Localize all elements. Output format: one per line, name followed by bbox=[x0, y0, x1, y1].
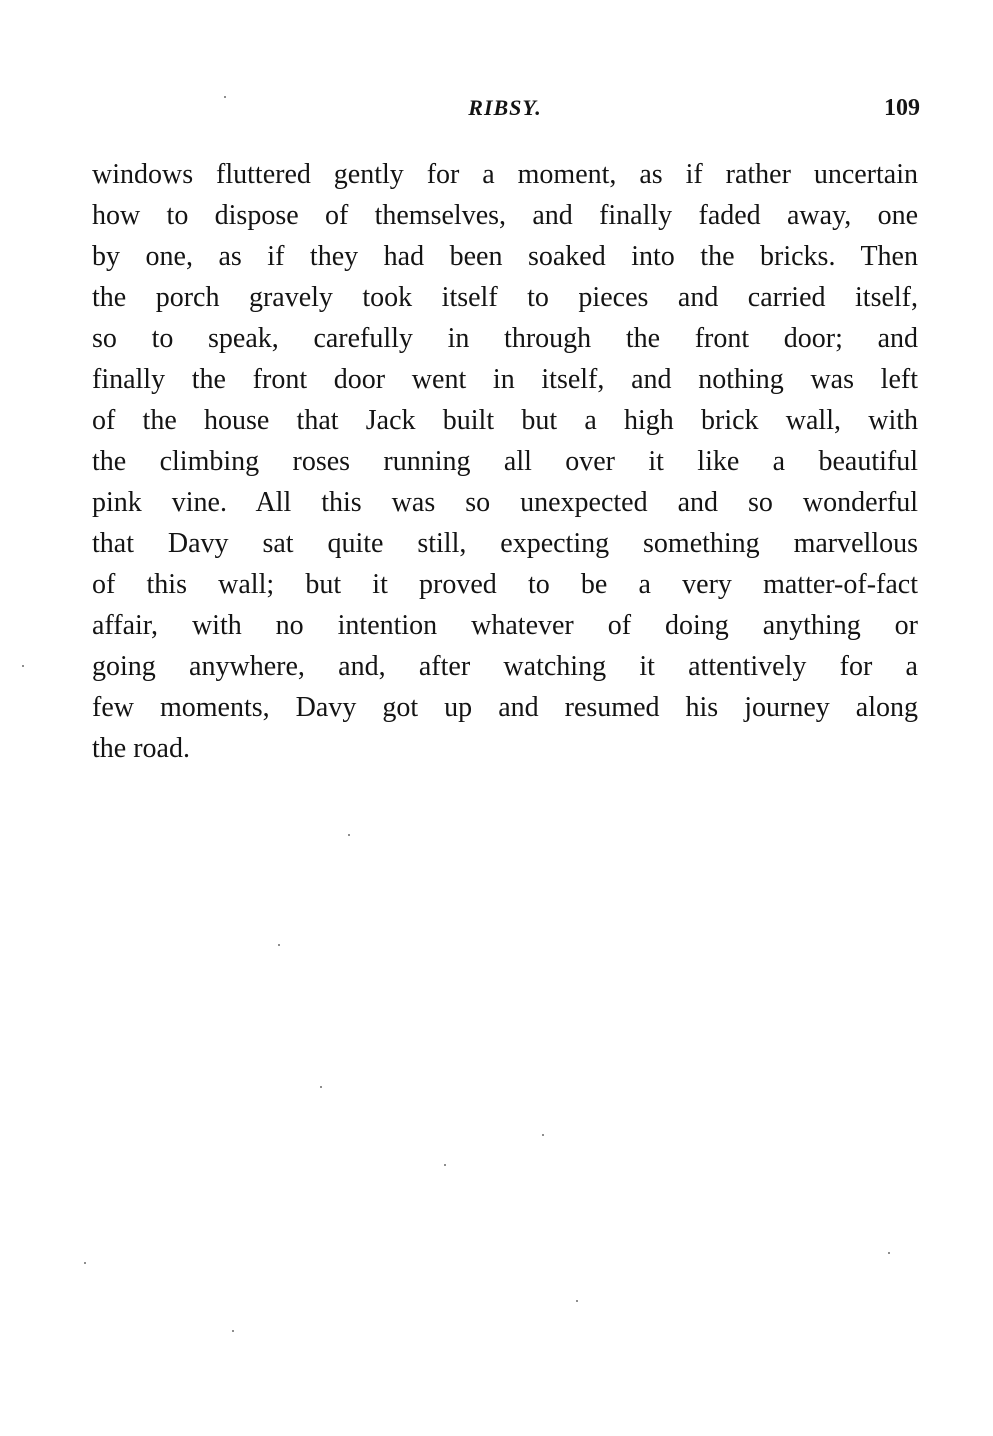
text-line: the climbing roses running all over it like a beautiful bbox=[92, 446, 918, 477]
page-number: 109 bbox=[884, 95, 920, 121]
scan-speck bbox=[232, 1330, 234, 1332]
scan-speck bbox=[348, 834, 350, 836]
text-line: that Davy sat quite still, expecting something marvellous bbox=[92, 528, 918, 559]
body-paragraph bbox=[92, 154, 918, 769]
text-line: going anywhere, and, after watching it attentively for a bbox=[92, 651, 918, 682]
scan-speck bbox=[22, 665, 24, 667]
scan-speck bbox=[542, 1134, 544, 1136]
scan-speck bbox=[576, 1300, 578, 1302]
scan-speck bbox=[320, 1086, 322, 1088]
text-line: of the house that Jack built but a high brick wall, with bbox=[92, 405, 918, 436]
text-line: windows fluttered gently for a moment, as if rather uncertain bbox=[92, 159, 918, 190]
text-line: finally the front door went in itself, and nothing was left bbox=[92, 364, 918, 395]
text-line: pink vine. All this was so unexpected and so wonderful bbox=[92, 487, 918, 518]
scan-speck bbox=[888, 1252, 890, 1254]
scan-speck bbox=[278, 944, 280, 946]
text-line: so to speak, carefully in through the front door; and bbox=[92, 323, 918, 354]
text-line: the road. bbox=[92, 733, 190, 764]
text-line: few moments, Davy got up and resumed his journey along bbox=[92, 692, 918, 723]
scan-speck bbox=[84, 1262, 86, 1264]
running-title: RIBSY. bbox=[468, 95, 542, 120]
scan-speck bbox=[444, 1164, 446, 1166]
text-line: how to dispose of themselves, and finally faded away, one bbox=[92, 200, 918, 231]
running-head bbox=[90, 95, 920, 135]
scan-speck bbox=[224, 96, 226, 98]
text-line: of this wall; but it proved to be a very matter-of-fact bbox=[92, 569, 918, 600]
text-line: by one, as if they had been soaked into the bricks. Then bbox=[92, 241, 918, 272]
text-line: affair, with no intention whatever of doing anything or bbox=[92, 610, 918, 641]
text-line: the porch gravely took itself to pieces and carried itself, bbox=[92, 282, 918, 313]
